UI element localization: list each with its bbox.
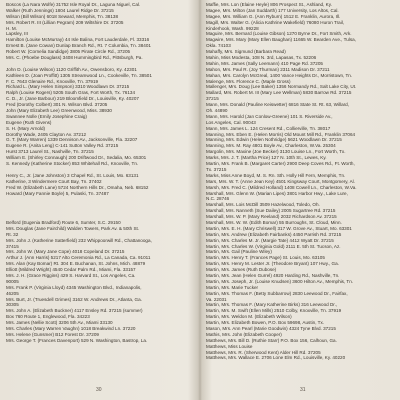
directory-entry: Mrs. Robert R. III (Lillian Pegram) 209 Wiltshire Dr. 37205 (6, 19, 124, 25)
directory-entry: Matthews, Miss Louise (206, 343, 253, 349)
directory-entry: Los Angeles, Cal. 90043 (206, 119, 256, 125)
directory-entry: Mathis, Mrs. John (Elizabeth Cooper) (206, 331, 282, 337)
directory-entry: Mrs. Douglas (Jane Fairchild) Walden Towers, Park Av. & 50th St. (6, 225, 140, 231)
left-page (0, 0, 196, 400)
directory-entry: Eugene (Ruth Givens) (6, 119, 52, 125)
directory-entry: Mrs. John A. (Elizabeth Buckner) 4117 Ensley Rd. 37215 (summer) (6, 308, 143, 314)
directory-entry: John D. (Louise Wilson) 1120 Griffith Av., Owensboro, Ky. 42301 (6, 66, 137, 72)
directory-entry: Tx. 37215 (206, 166, 227, 172)
left-page-number: 30 (96, 387, 102, 393)
directory-entry: Martin, Mrs. Andrew (Elizabeth Fairbanks) 4450 Parrish Rd. 37215 (206, 231, 342, 237)
directory-entry: Fred W. (Elizabeth Lane) 5724 Northern Hills Dr., Omaha, Neb. 68152 (6, 184, 149, 190)
directory-entry: Mrs. Helene (Gunsmer) B12 Forest Dr. 37209 (6, 331, 99, 337)
directory-entry: Mrs. Burt, Jr. (Truesdell Grimes) 3162 W. Andrews Dr., Atlanta, Ga. (6, 296, 142, 302)
directory-entry: Belford (Eugenia Bradford) Route 6, Sumter, S.C. 29150 (6, 219, 121, 225)
directory-entry: Mrs. Charles (Mary Warren Vaughn) 1018 Breakwind Ln. 37220 (6, 325, 136, 331)
right-page-entries (204, 2, 400, 361)
right-page (204, 0, 400, 400)
directory-entry: Matthews, Mrs. Wallace E. 2706 Lone Elm Rd., Louisville, Ky. 40220 (206, 355, 346, 361)
directory-entry: Manning, Mrs. Edwin (Helen Nothridge) 5621 Woodlawn Dr. 37215 (206, 137, 342, 143)
directory-entry: 37215 (206, 96, 219, 102)
directory-entry: Hamilton (Louise McMurray) 44 Isle Balina, Fort Lauderdale, Fl. 33316 (6, 37, 150, 43)
directory-entry: Magill, Mrs. Walter G. (Alicia Kathrine Wakefield) 76080 Huron Trail, (206, 19, 345, 25)
directory-entry: Mrs. John W. (Mary Jane Cope) 4018 Copeland Dr. 37215 (6, 249, 125, 255)
directory-entry: Rt. 32 (6, 231, 19, 237)
directory-entry: Marshall, Mrs. Nanneth (Sue Dailey) 2005 Sugartree Rd. 37215 (206, 208, 336, 214)
directory-entry: Martin, Mrs. Thomas F. (Betty Subbarrow) 2830 Leewood Dr., Fairfax, (206, 290, 348, 296)
directory-entry: Mrs. Frank P. (Virginia Lloyd) 4345 Washington Blvd., Indianapolis, (6, 284, 142, 290)
directory-entry: Marshall, Mrs. Lois McDill 3509 Hazelwood, Toledo, Oh. (206, 202, 320, 208)
directory-entry: Katherine, 3 Windermere Court Bay, Tn. 37402 (6, 178, 102, 184)
left-page-entries (0, 2, 196, 344)
directory-entry: Mars, Mrs. W. T. (Anne Jean Key) 4501 Kingsway Court, Montgomery, Al. (206, 178, 355, 184)
directory-entry: Mahan, Mrs. Carolyn McGreal, 1400 Vance Heights Dr., Morristown, Tn. (206, 72, 353, 78)
directory-entry: Swannee Nolle (Emily Josephine Craig) (6, 113, 87, 119)
directory-entry: Martin, Mrs. M. Swift (Ellen Mills) 2510 Colby, Knoxville, Tn. 37919 (206, 308, 342, 314)
directory-entry: Marshall, Mrs. W. P. (Mary Reeland) 2032 Richardson Av. 37215 (206, 214, 337, 220)
directory-entry: S. Kennedy (Katherine Stocker) 853 Whitehall Rd., Knoxville, Tn. (6, 161, 139, 167)
directory-entry: Martin, Mrs. Henry M. Lester Jr. (Theodore Bryant) 107 Hwy., Ga. (206, 261, 339, 267)
directory-entry: Marsh, Mrs. Fred C. (Mildred Holland) 1408 Cowell Ln., Charleston, W.Va. (206, 184, 357, 190)
directory-entry: Oh. 44890 (206, 108, 228, 114)
directory-entry: Martin, Mrs. Jean (Helen Gurrel) 4920 Harding Rd., Nashville, Tn. (206, 272, 340, 278)
directory-entry: Howard (Mary Fannie Boyle) 5, Pulaski, Tn. 37487 (6, 190, 109, 196)
directory-entry: Manning, Mrs. M. Ray 4801 Boyle Av., Charleston, W.Va. 25304 (206, 143, 336, 149)
directory-entry: Martin, Mrs. James (Ruth Dubose) (206, 267, 277, 273)
directory-entry: Mahaffy, Mrs. Sigmund (Barbara Read) (206, 49, 286, 55)
directory-entry: John (Mary Elizabeth Lee) Greenwood, Miss. 38930 (6, 108, 112, 114)
directory-entry: Marks, Miss Anne Boyd, M. S. Rn. Sth. Holly Hill Fern, Memphis, Tn. (206, 172, 346, 178)
directory-entry: Margolin, Mrs. Maxine (Joe Becker) 3130 Louise Ln., Fort Worth, Tx. (206, 149, 346, 155)
directory-entry: Maffie, Mrs. Lon (Elaine Heyle) 806 Prospect St., Ashland, Ky. (206, 2, 332, 7)
directory-entry: 30305 (6, 302, 19, 308)
directory-entry: Mahon, Mrs. Paul R. (Joy Thurman) 2311 Madison Dr. 37211 (206, 66, 330, 72)
directory-entry: Martin, Mrs. Charles M. Jr. (Margie Tate) 4412 Wyatt Dr. 37215 (206, 237, 334, 243)
directory-entry: Martin, Mrs. Frank B. (Margaret Carter) 2900 Deep Coves Rd., Ft. Worth, (206, 161, 355, 167)
directory-entry: Kinderhook, Wash. 99228 (206, 25, 259, 31)
directory-entry: Mallard, Mrs. Robert M. III (Mary Lee Wellman) 5830 Barrow Rd. 37215 (206, 90, 352, 96)
directory-entry: Dorothy Wade, 2405 Clayton Av. 37212 (6, 131, 87, 137)
directory-entry: Ralph (Louise Rogers) 5205 South Gras, Fort Worth, Tx. 76134 (6, 90, 136, 96)
directory-entry: Mrs. George T. (Frances Davenport) 529 N. Washington, Bastrop, La. (6, 337, 148, 343)
directory-entry: Martin, Mrs. Marie Tucker (206, 284, 259, 290)
directory-entry: Lapsley, III (6, 31, 28, 37)
directory-entry: Mrs. J. H. (Grace Riggins) 429 S. Harvard St., Los Angeles, Ca. (6, 272, 136, 278)
directory-entry: S. H. (Mary Arnold) (6, 125, 46, 131)
directory-entry: Marks, Mrs. J. T. (Martha Price) 127 N. 10th St., Lewes, Ky. (206, 155, 327, 161)
directory-entry: Box 760 Route 1, Englewood, Fla. 34223 (6, 314, 90, 320)
directory-entry: Martin, Mrs. Thomas F. (Mary Katherine Birks) 316 Leewood Dr., (206, 302, 338, 308)
directory-entry: C. D., Jr. (Jane Barbour) 219 Bloomfield Dr., Louisville, Ky. 40207 (6, 96, 139, 102)
directory-entry: 46205 (6, 290, 19, 296)
directory-entry: Martin, Mrs. Elizabeth Bowen, P.O. Box 59698, Austin, Tx. (206, 320, 325, 326)
directory-entry: Mason, Mrs. Ann Pearl (Marie Goodwin) 4324 Tyne Blvd. 37215 (206, 325, 336, 331)
directory-entry: F. C. 7643 Glenaire Rd., Knoxville, Tn. 37919 (6, 78, 99, 84)
directory-entry: Mann, Mrs. Harold (Jan Conlow-Greene) 101 S. Riverside Av., (206, 113, 333, 119)
directory-entry: Eugene R. (Anita Leng) C-141 Sutton Valley Rd. 37215 (6, 143, 119, 149)
directory-entry: Manning, Mrs. Eben E. (Helen Morris) Old Mount Mill Rd., Franklin 37064 (206, 131, 356, 137)
right-page-number: 31 (300, 387, 306, 393)
directory-entry: Elliott (Mildred Wright) 4540 Cedar Palm Rd., Miami, Fla. 33157 (6, 267, 136, 273)
directory-entry: Marshall, Mrs. W. W. (Edith Bomar) 55 Burroughs, St. Cloud, Minn. (206, 219, 342, 225)
directory-entry: Mrs. John J. (Katherine Satterfield) 232 Whippoorwill Rd., Chattanooga, (6, 237, 152, 243)
directory-entry: Matthews, Mrs. Bill D. (Ruthie Starr) P.O. Box 156, Calhoun, Ga. (206, 337, 337, 343)
directory-entry: Martin, Mrs. Weldon M. (Elizabeth Wilson) (206, 314, 292, 320)
directory-entry: Mrs. James (Nellie Scott) 3206 5th Av., Miami 33130 (6, 320, 113, 326)
directory-entry: Arthur J. (Ann Harris) 5217 Alto Ceremonia Rd., La Canada, Ca. 91011 (6, 255, 151, 261)
directory-entry: Richard L. (Mary Helen Simpson) 3310 Woodlawn Dr. 37215 (6, 84, 130, 90)
directory-entry: Martin, Mrs. Joseph, Jr. (Louise Knudsen) 3600 Hilton Av., Memphis, Tn. (206, 278, 354, 284)
directory-entry: Okla. 74103 (206, 43, 231, 49)
directory-entry: 90005 (6, 278, 19, 284)
directory-entry: Mahin, Miss Modesta, 108 N. 3rd, Lapasas, Tx. 52206 (206, 55, 317, 61)
directory-entry: Hurst 3713 Laurel St., Nashville, Tn. 37215 (6, 149, 94, 155)
directory-entry: Mallenger, Mrs. Doug (Lee Baker) 1356 Normandy Rd., Salt Lake City, Ut. (206, 84, 357, 90)
directory-entry: Va. 22031 (206, 296, 227, 302)
directory-entry: Robert W. (Cornelia Sandidge) 3805 Pirate Circle Rd., 37205 (6, 49, 131, 55)
directory-entry: Boscos (La Nara Wolfe) 31752 Isle Royal Dr., Laguna Niguel, Cal. (6, 2, 141, 7)
directory-entry: Wilson (Bill Wilson) 6018 Seward, Memphis, Tn. 38138 (6, 13, 118, 19)
directory-entry: Martin, Mrs. Henry T. (Frances Page) St. Louis, Mo. 63105 (206, 255, 325, 261)
directory-entry: William E. (Shirley Connaugh) 200 Driftwood Dr., Sedalia, Mo. 65301 (6, 155, 147, 161)
directory-entry: Walker (Ruth Jennings) 1804 Laurel Ridge Dr. 37215 (6, 7, 114, 13)
directory-entry: Martin, Mrs. E. H. (Mary Chriswell) 317 W. Grove Av., Stuart, Mo. 63301 (206, 225, 352, 231)
directory-entry: Matthews, Mrs. R. (Sherwood Kent) Alder Hill Rd. 37205 (206, 349, 321, 355)
directory-entry: Kathleen D. (Joan Proffitt) 1305 Streamwood Ln., Cookeville, Tn. 38501 (6, 72, 152, 78)
directory-entry: 37415 (6, 243, 19, 249)
directory-entry: Malenge, Mrs. Florence C. (Maple Gross) (206, 78, 291, 84)
directory-entry: Maguire, Mrs. Bernard (Louise Gibson) 1270 Byrne Dr., Fort Smith, Ark. (206, 31, 352, 37)
directory-entry: Mrs. C. (Phoebe Douglass) 3408 Hummingbird Rd., Pittsburgh, Pa. (6, 55, 143, 61)
directory-entry: N.C. 28746 (206, 196, 230, 202)
directory-entry: Fred (Dorothy Colbert) 301 N. Wilson Blvd. 37205 (6, 102, 108, 108)
directory-entry: Martin, Mrs. Gail (Pauline Wiley) (206, 249, 272, 255)
directory-entry: Ernest B. (Jane Cowan) Dunlap Branch Rd., Rt. 7 Columbia, Tn. 38401 (6, 43, 151, 49)
directory-entry: Magwire, Mrs. Mary (Mary Ellen Baughan) 11665 W. Bearden Ave., Tulsa, (206, 37, 356, 43)
directory-entry: Martin, Mrs. Charles W. (Virginia Gold) 2111 E. 5th St. Tucson, Az. (206, 243, 341, 249)
directory-entry: G. T. (Mary Warren) 1339 Dennison Av., Jacksonville, Fla. 32207 (6, 137, 138, 143)
directory-entry: Magee, Mrs. Milton (Jan Suddarth) 177 University, Los Altos, Cal. (206, 7, 339, 13)
directory-entry: Mann, Mrs. Donald (Pauline Keiswetter) 6816 State St. Rt. 63, Willard, (206, 102, 349, 108)
directory-entry: Mann, Mrs. James L. 124 Cresent Rd., Collierville, Tn. 38017 (206, 125, 331, 131)
directory-entry: Henry C., Jr. (Jane Johnston) 3 Chapel Rd., St. Louis, Mo. 63131 (6, 172, 139, 178)
directory-entry: H. M. (6, 25, 17, 31)
directory-entry: Magee, Mrs. William G. (Ann Ryburn) 1512 E. Franklin, Aurora, Ill. (206, 13, 341, 19)
directory-entry: Mrs. Alan (Kay Bomar) Rt. 304 E. Buchanan, St. Johns, Mich. 48879 (6, 261, 146, 267)
directory-entry: Mahin, Mrs. James (Sally Leemann) 410 Page Rd. 37205 (206, 60, 323, 66)
directory-entry: Marshall, Mrs. Glenn W. (Marian Lipes) 3801 Harbor Hwy., Lake Lure, (206, 190, 348, 196)
